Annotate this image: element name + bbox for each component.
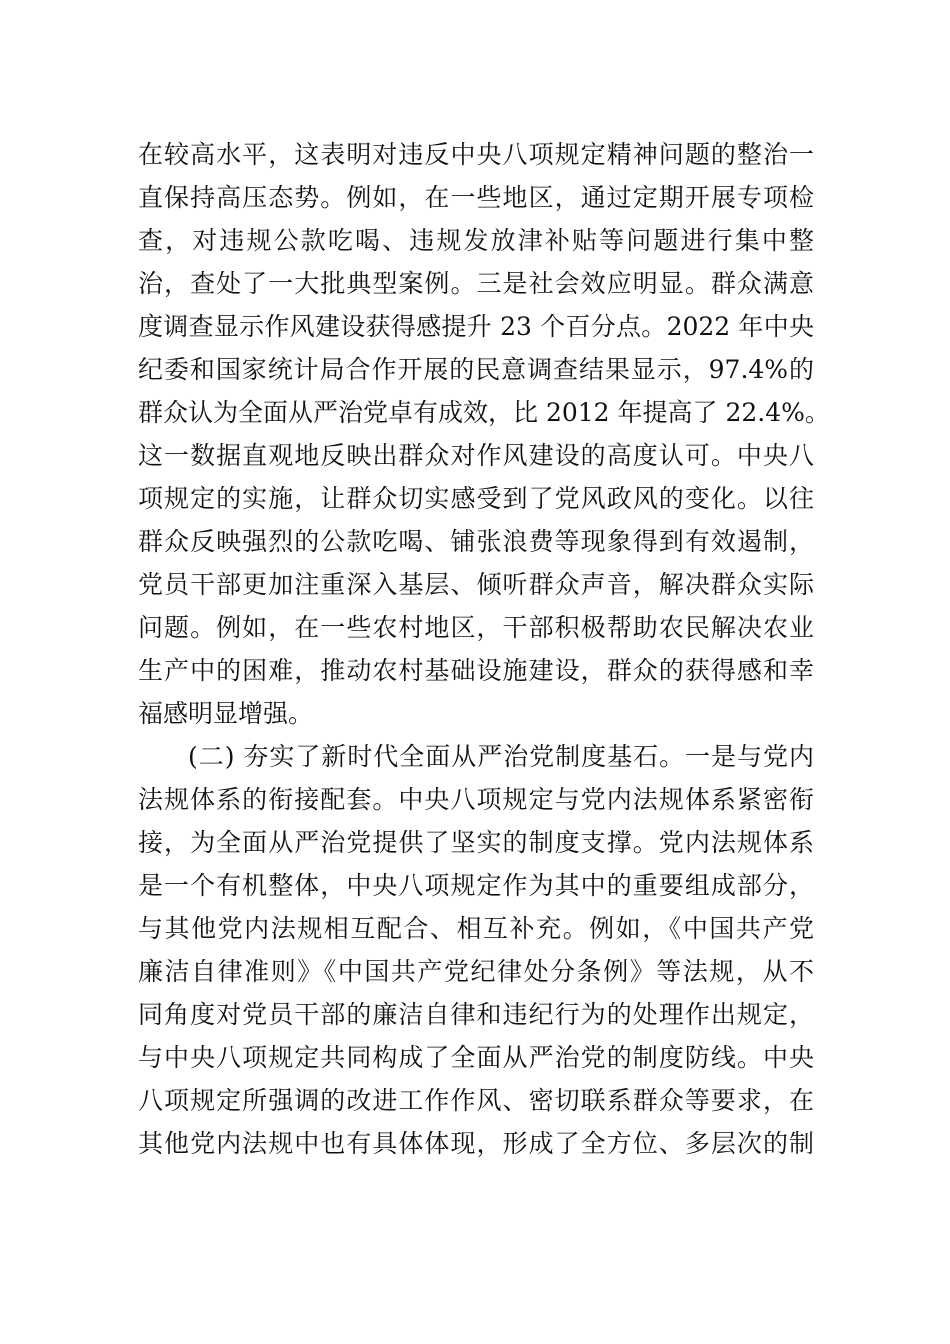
section-heading-line: (二) 夯实了新时代全面从严治党制度基石。一是与党内 (188, 742, 814, 771)
text-line: 廉洁自律准则》《中国共产党纪律处分条例》等法规，从不 (138, 957, 814, 986)
text-line: 同角度对党员干部的廉洁自律和违纪行为的处理作出规定， (138, 1000, 814, 1029)
text-line: 纪委和国家统计局合作开展的民意调查结果显示，97.4%的 (138, 355, 814, 384)
text-line: 是一个有机整体，中央八项规定作为其中的重要组成部分， (138, 871, 814, 900)
text-line: 查，对违规公款吃喝、违规发放津补贴等问题进行集中整 (138, 226, 814, 255)
text-line: 项规定的实施，让群众切实感受到了党风政风的变化。以往 (138, 484, 814, 513)
text-line: 直保持高压态势。例如，在一些地区，通过定期开展专项检 (138, 183, 814, 212)
text-line: 党员干部更加注重深入基层、倾听群众声音，解决群众实际 (138, 570, 814, 599)
text-line: 治，查处了一大批典型案例。三是社会效应明显。群众满意 (138, 269, 814, 298)
text-line: 度调查显示作风建设获得感提升 23 个百分点。2022 年中央 (138, 312, 814, 341)
text-line: 接，为全面从严治党提供了坚实的制度支撑。党内法规体系 (138, 828, 814, 857)
text-line: 群众反映强烈的公款吃喝、铺张浪费等现象得到有效遏制， (138, 527, 814, 556)
text-line: 与其他党内法规相互配合、相互补充。例如，《中国共产党 (138, 914, 814, 943)
text-line: 问题。例如，在一些农村地区，干部积极帮助农民解决农业 (138, 613, 814, 642)
text-line: 八项规定所强调的改进工作作风、密切联系群众等要求，在 (138, 1086, 814, 1115)
text-line: 与中央八项规定共同构成了全面从严治党的制度防线。中央 (138, 1043, 814, 1072)
text-line: 法规体系的衔接配套。中央八项规定与党内法规体系紧密衔 (138, 785, 814, 814)
text-line: 这一数据直观地反映出群众对作风建设的高度认可。中央八 (138, 441, 814, 470)
text-line: 其他党内法规中也有具体体现，形成了全方位、多层次的制 (138, 1129, 814, 1158)
text-line: 群众认为全面从严治党卓有成效，比 2012 年提高了 22.4%。 (138, 398, 830, 427)
text-line: 生产中的困难，推动农村基础设施建设，群众的获得感和幸 (138, 656, 814, 685)
text-line: 在较高水平，这表明对违反中央八项规定精神问题的整治一 (138, 140, 814, 169)
text-line: 福感明显增强。 (138, 699, 314, 728)
